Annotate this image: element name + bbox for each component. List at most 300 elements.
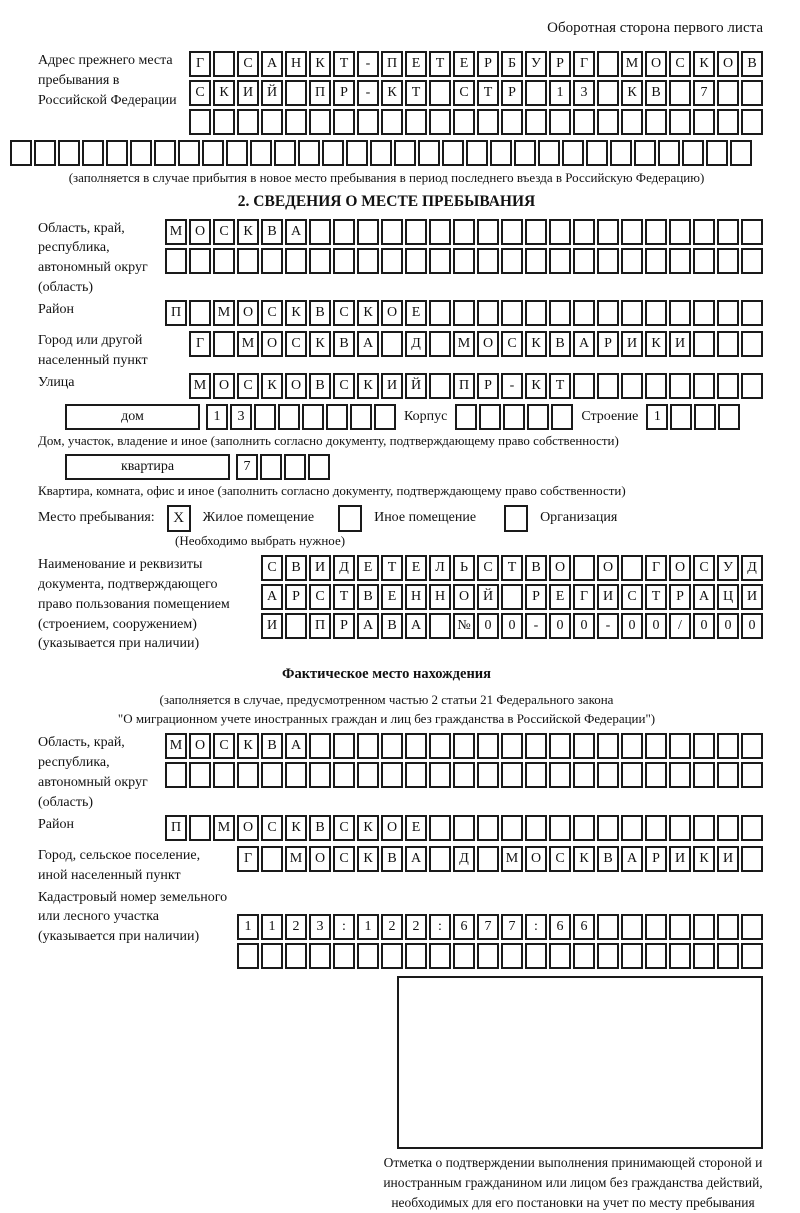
- char-cell: Т: [333, 584, 355, 610]
- char-cell: [284, 454, 306, 480]
- char-cell: [405, 943, 427, 969]
- char-cell: [477, 815, 499, 841]
- char-cell: Т: [477, 80, 499, 106]
- char-cell: 0: [501, 613, 523, 639]
- char-cell: [693, 762, 715, 788]
- char-cell: [586, 140, 608, 166]
- char-cell: [717, 914, 739, 940]
- char-cell: [717, 300, 739, 326]
- char-cell: 6: [573, 914, 595, 940]
- stay-option-residential-label: Жилое помещение: [202, 510, 315, 526]
- corner-note: Оборотная сторона первого листа: [547, 20, 763, 36]
- prev-address-row-2: [189, 80, 763, 106]
- prev-address-note: (заполняется в случае прибытия в новое место пребывания в период последнего въезда в Российскую Федерацию): [68, 170, 705, 185]
- char-cell: О: [213, 373, 235, 399]
- house-row: [65, 404, 763, 430]
- char-cell: [501, 584, 523, 610]
- char-cell: О: [237, 300, 259, 326]
- char-cell: [381, 762, 403, 788]
- char-cell: [597, 733, 619, 759]
- char-cell: М: [189, 373, 211, 399]
- char-cell: О: [669, 555, 691, 581]
- char-cell: [525, 219, 547, 245]
- char-cell: [285, 80, 307, 106]
- char-cell: 0: [717, 613, 739, 639]
- char-cell: [645, 733, 667, 759]
- char-cell: У: [525, 51, 547, 77]
- char-cell: [429, 613, 451, 639]
- char-cell: [717, 248, 739, 274]
- char-cell: [333, 109, 355, 135]
- char-cell: П: [381, 51, 403, 77]
- char-cell: [477, 943, 499, 969]
- char-cell: О: [285, 373, 307, 399]
- char-cell: К: [357, 846, 379, 872]
- char-cell: В: [381, 846, 403, 872]
- char-cell: Й: [477, 584, 499, 610]
- char-cell: [357, 248, 379, 274]
- char-cell: [597, 373, 619, 399]
- prev-address-label: Адрес прежнего места пребывания в Российской Федерации: [38, 53, 177, 108]
- char-cell: С: [669, 51, 691, 77]
- char-cell: Т: [333, 51, 355, 77]
- char-cell: [381, 109, 403, 135]
- char-cell: Е: [405, 815, 427, 841]
- char-cell: Р: [669, 584, 691, 610]
- char-cell: [621, 373, 643, 399]
- char-cell: 6: [453, 914, 475, 940]
- char-cell: Л: [429, 555, 451, 581]
- actual-city-row: [237, 846, 763, 872]
- char-cell: [621, 555, 643, 581]
- char-cell: [10, 140, 32, 166]
- char-cell: В: [261, 733, 283, 759]
- city-row: [189, 331, 763, 357]
- char-cell: И: [237, 80, 259, 106]
- char-cell: 7: [693, 80, 715, 106]
- char-cell: [357, 943, 379, 969]
- char-cell: [693, 815, 715, 841]
- char-cell: О: [309, 846, 331, 872]
- char-cell: К: [573, 846, 595, 872]
- char-cell: [621, 109, 643, 135]
- region-label: Область, край, республика, автономный округ (область): [38, 220, 148, 296]
- char-cell: [669, 219, 691, 245]
- char-cell: [82, 140, 104, 166]
- char-cell: [477, 733, 499, 759]
- char-cell: О: [525, 846, 547, 872]
- char-cell: [501, 248, 523, 274]
- char-cell: О: [189, 733, 211, 759]
- char-cell: [309, 733, 331, 759]
- char-cell: К: [621, 80, 643, 106]
- char-cell: [717, 331, 739, 357]
- apartment-note: Квартира, комната, офис и иное (заполнить согласно документу, подтверждающему право собственности): [38, 483, 626, 499]
- char-cell: И: [621, 331, 643, 357]
- char-cell: С: [693, 555, 715, 581]
- char-cell: [237, 248, 259, 274]
- char-cell: [525, 109, 547, 135]
- char-cell: Е: [405, 51, 427, 77]
- char-cell: 1: [206, 404, 228, 430]
- char-cell: [381, 733, 403, 759]
- char-cell: [693, 914, 715, 940]
- char-cell: [278, 404, 300, 430]
- char-cell: №: [453, 613, 475, 639]
- char-cell: [597, 109, 619, 135]
- char-cell: К: [525, 373, 547, 399]
- char-cell: [405, 248, 427, 274]
- char-cell: [490, 140, 512, 166]
- char-cell: [693, 219, 715, 245]
- actual-region-row-2: [165, 762, 763, 788]
- char-cell: [645, 300, 667, 326]
- char-cell: [621, 300, 643, 326]
- char-cell: [597, 943, 619, 969]
- char-cell: [333, 943, 355, 969]
- char-cell: [189, 762, 211, 788]
- char-cell: Г: [573, 584, 595, 610]
- char-cell: В: [381, 613, 403, 639]
- char-cell: [333, 733, 355, 759]
- prev-address-grid: [189, 51, 763, 138]
- char-cell: [597, 914, 619, 940]
- char-cell: Е: [453, 51, 475, 77]
- document-label: Наименование и реквизиты документа, подтверждающего право пользования помещением (строением, сооружением) (указывается при наличии): [38, 556, 230, 652]
- char-cell: [645, 219, 667, 245]
- char-cell: М: [165, 733, 187, 759]
- char-cell: [477, 109, 499, 135]
- stay-type-label: Место пребывания:: [38, 510, 155, 526]
- actual-region-label: Область, край, республика, автономный округ (область): [38, 735, 148, 810]
- char-cell: Г: [189, 331, 211, 357]
- char-cell: Ц: [717, 584, 739, 610]
- char-cell: [573, 373, 595, 399]
- char-cell: 1: [646, 404, 668, 430]
- char-cell: Г: [573, 51, 595, 77]
- char-cell: 7: [477, 914, 499, 940]
- char-cell: 1: [357, 914, 379, 940]
- char-cell: В: [357, 584, 379, 610]
- city-label: Город или другой населенный пункт: [38, 333, 148, 368]
- char-cell: [549, 109, 571, 135]
- char-cell: [58, 140, 80, 166]
- char-cell: -: [525, 613, 547, 639]
- char-cell: С: [309, 584, 331, 610]
- char-cell: [501, 762, 523, 788]
- char-cell: -: [357, 51, 379, 77]
- char-cell: 2: [381, 914, 403, 940]
- char-cell: [298, 140, 320, 166]
- actual-district-label: Район: [38, 816, 74, 832]
- char-cell: С: [333, 300, 355, 326]
- char-cell: 3: [573, 80, 595, 106]
- char-cell: [741, 248, 763, 274]
- char-cell: [442, 140, 464, 166]
- char-cell: 6: [549, 914, 571, 940]
- char-cell: [477, 762, 499, 788]
- char-cell: [549, 815, 571, 841]
- korpus-cells: [455, 404, 573, 430]
- char-cell: И: [597, 584, 619, 610]
- street-label: Улица: [38, 374, 75, 390]
- char-cell: [261, 109, 283, 135]
- char-cell: [333, 219, 355, 245]
- char-cell: [254, 404, 276, 430]
- char-cell: [741, 300, 763, 326]
- char-cell: [717, 109, 739, 135]
- char-cell: [597, 219, 619, 245]
- char-cell: [285, 762, 307, 788]
- char-cell: [226, 140, 248, 166]
- char-cell: [549, 219, 571, 245]
- char-cell: А: [405, 846, 427, 872]
- char-cell: П: [165, 300, 187, 326]
- char-cell: [501, 815, 523, 841]
- prev-address-row-4: [10, 140, 763, 166]
- char-cell: С: [213, 219, 235, 245]
- char-cell: [429, 331, 451, 357]
- char-cell: [429, 300, 451, 326]
- char-cell: Б: [501, 51, 523, 77]
- char-cell: [573, 815, 595, 841]
- char-cell: Р: [477, 373, 499, 399]
- char-cell: [693, 109, 715, 135]
- region-field: [10, 219, 763, 299]
- char-cell: [669, 815, 691, 841]
- char-cell: [573, 219, 595, 245]
- char-cell: [669, 914, 691, 940]
- char-cell: 0: [645, 613, 667, 639]
- char-cell: [669, 300, 691, 326]
- house-number-cells: [206, 404, 396, 430]
- char-cell: К: [309, 331, 331, 357]
- char-cell: П: [165, 815, 187, 841]
- char-cell: [741, 914, 763, 940]
- char-cell: [741, 733, 763, 759]
- char-cell: [573, 943, 595, 969]
- char-cell: Р: [333, 80, 355, 106]
- char-cell: О: [477, 331, 499, 357]
- char-cell: [346, 140, 368, 166]
- char-cell: [405, 733, 427, 759]
- char-cell: [165, 762, 187, 788]
- char-cell: [285, 109, 307, 135]
- actual-district-row: [165, 815, 763, 841]
- char-cell: [405, 109, 427, 135]
- char-cell: [597, 51, 619, 77]
- char-cell: [453, 109, 475, 135]
- char-cell: [381, 248, 403, 274]
- char-cell: П: [309, 613, 331, 639]
- char-cell: [549, 943, 571, 969]
- char-cell: О: [381, 815, 403, 841]
- apartment-type-box: квартира: [65, 454, 230, 480]
- char-cell: [549, 248, 571, 274]
- char-cell: [645, 762, 667, 788]
- char-cell: О: [645, 51, 667, 77]
- char-cell: К: [309, 51, 331, 77]
- char-cell: [405, 219, 427, 245]
- char-cell: [634, 140, 656, 166]
- char-cell: 0: [573, 613, 595, 639]
- char-cell: 1: [261, 914, 283, 940]
- char-cell: К: [285, 815, 307, 841]
- char-cell: [597, 248, 619, 274]
- char-cell: [453, 248, 475, 274]
- char-cell: [453, 815, 475, 841]
- char-cell: [250, 140, 272, 166]
- char-cell: [477, 219, 499, 245]
- char-cell: Н: [285, 51, 307, 77]
- char-cell: [213, 248, 235, 274]
- char-cell: [429, 373, 451, 399]
- char-cell: [261, 248, 283, 274]
- char-cell: /: [669, 613, 691, 639]
- char-cell: [357, 219, 379, 245]
- char-cell: В: [525, 555, 547, 581]
- char-cell: Т: [381, 555, 403, 581]
- char-cell: О: [261, 331, 283, 357]
- cadastral-row-1: [237, 914, 763, 940]
- char-cell: [381, 219, 403, 245]
- char-cell: М: [165, 219, 187, 245]
- char-cell: 0: [621, 613, 643, 639]
- char-cell: [645, 914, 667, 940]
- char-cell: О: [453, 584, 475, 610]
- apartment-number-cells: [236, 454, 330, 480]
- char-cell: 0: [477, 613, 499, 639]
- region-row-1: [165, 219, 763, 245]
- char-cell: [260, 454, 282, 480]
- actual-region-field: [10, 733, 763, 813]
- actual-note-1: (заполняется в случае, предусмотренном частью 2 статьи 21 Федерального закона: [159, 692, 614, 708]
- char-cell: [741, 762, 763, 788]
- char-cell: [501, 109, 523, 135]
- char-cell: [309, 762, 331, 788]
- char-cell: С: [237, 51, 259, 77]
- stay-option-organization-label: Организация: [540, 510, 618, 526]
- char-cell: [357, 109, 379, 135]
- char-cell: Т: [429, 51, 451, 77]
- char-cell: Д: [741, 555, 763, 581]
- char-cell: [597, 80, 619, 106]
- char-cell: [237, 943, 259, 969]
- char-cell: Р: [477, 51, 499, 77]
- char-cell: [34, 140, 56, 166]
- char-cell: [670, 404, 692, 430]
- char-cell: [350, 404, 372, 430]
- char-cell: [693, 331, 715, 357]
- char-cell: [308, 454, 330, 480]
- char-cell: [429, 109, 451, 135]
- char-cell: М: [501, 846, 523, 872]
- char-cell: А: [261, 51, 283, 77]
- char-cell: В: [741, 51, 763, 77]
- char-cell: [261, 762, 283, 788]
- char-cell: И: [669, 331, 691, 357]
- char-cell: [621, 943, 643, 969]
- char-cell: :: [333, 914, 355, 940]
- char-cell: [202, 140, 224, 166]
- actual-note-2: "О миграционном учете иностранных граждан и лиц без гражданства в Российской Федерации"): [117, 710, 656, 726]
- house-type-box: дом: [65, 404, 200, 430]
- prev-address-row-3: [189, 109, 763, 135]
- stay-type-note: (Необходимо выбрать нужное): [175, 532, 346, 548]
- char-cell: [573, 733, 595, 759]
- char-cell: [669, 762, 691, 788]
- char-cell: [645, 373, 667, 399]
- char-cell: [525, 80, 547, 106]
- char-cell: [645, 815, 667, 841]
- char-cell: Т: [549, 373, 571, 399]
- char-cell: [429, 733, 451, 759]
- char-cell: [718, 404, 740, 430]
- char-cell: Т: [405, 80, 427, 106]
- char-cell: [551, 404, 573, 430]
- char-cell: [322, 140, 344, 166]
- char-cell: Д: [453, 846, 475, 872]
- char-cell: [381, 943, 403, 969]
- char-cell: [645, 248, 667, 274]
- char-cell: [333, 248, 355, 274]
- char-cell: [573, 109, 595, 135]
- char-cell: [429, 846, 451, 872]
- city-field: [10, 331, 763, 371]
- char-cell: К: [237, 219, 259, 245]
- char-cell: [455, 404, 477, 430]
- char-cell: [610, 140, 632, 166]
- char-cell: [621, 762, 643, 788]
- char-cell: [717, 762, 739, 788]
- char-cell: [309, 219, 331, 245]
- char-cell: [261, 846, 283, 872]
- char-cell: [453, 943, 475, 969]
- char-cell: К: [285, 300, 307, 326]
- char-cell: [309, 943, 331, 969]
- char-cell: Н: [429, 584, 451, 610]
- char-cell: Р: [285, 584, 307, 610]
- char-cell: А: [621, 846, 643, 872]
- char-cell: [357, 762, 379, 788]
- char-cell: [453, 219, 475, 245]
- char-cell: [525, 733, 547, 759]
- char-cell: [549, 733, 571, 759]
- char-cell: 0: [549, 613, 571, 639]
- char-cell: С: [189, 80, 211, 106]
- char-cell: К: [693, 51, 715, 77]
- char-cell: [693, 373, 715, 399]
- char-cell: [597, 300, 619, 326]
- char-cell: С: [261, 815, 283, 841]
- char-cell: :: [429, 914, 451, 940]
- char-cell: [621, 219, 643, 245]
- char-cell: В: [597, 846, 619, 872]
- char-cell: [573, 762, 595, 788]
- korpus-label: Корпус: [404, 408, 448, 424]
- char-cell: Т: [501, 555, 523, 581]
- char-cell: [429, 762, 451, 788]
- cadastral-grid: [237, 914, 763, 972]
- char-cell: [429, 219, 451, 245]
- char-cell: [479, 404, 501, 430]
- char-cell: С: [501, 331, 523, 357]
- street-row: [189, 373, 763, 399]
- char-cell: [453, 733, 475, 759]
- prev-address-row-1: [189, 51, 763, 77]
- char-cell: К: [693, 846, 715, 872]
- char-cell: В: [309, 300, 331, 326]
